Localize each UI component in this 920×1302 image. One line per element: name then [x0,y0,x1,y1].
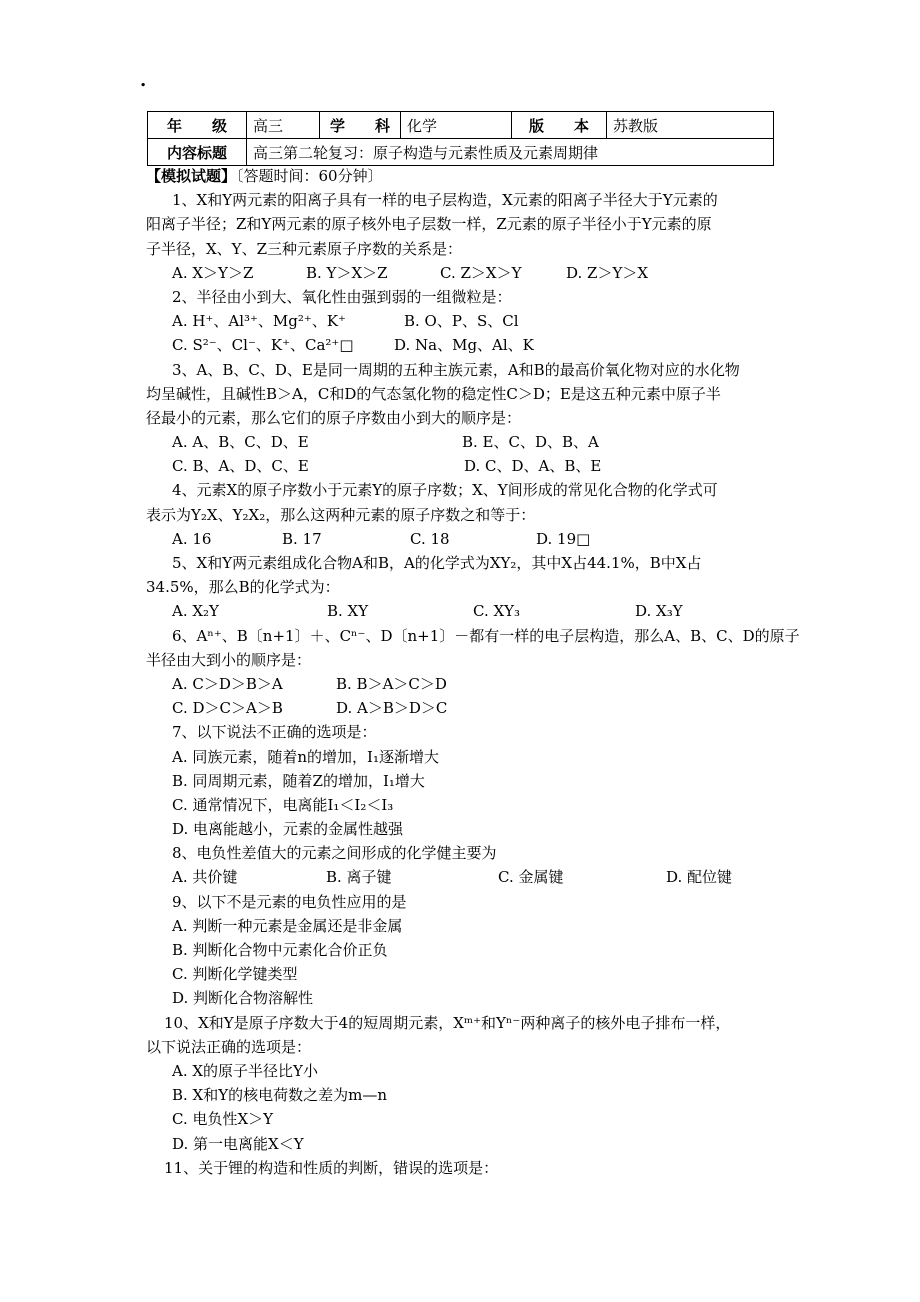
grade-label: 年 级 [148,112,247,139]
subject-label: 学 科 [320,112,401,139]
q8-option-d: D. 配位键 [666,868,733,887]
q7-option-b: B. 同周期元素，随着Z的增加，I₁增大 [172,771,425,790]
q6-line-2: 半径由大到小的顺序是： [146,650,312,669]
q3-option-a: A. A、B、C、D、E [172,433,309,452]
q4-option-d: D. 19□ [536,529,591,548]
info-row-1 [148,112,774,139]
q3-line-1: 3、A、B、C、D、E是同一周期的五种主族元素，A和B的最高价氧化物对应的水化物 [172,360,740,379]
q1-option-c: C. Z＞X＞Y [440,263,522,282]
q5-line-1: 5、X和Y两元素组成化合物A和B，A的化学式为XY₂，其中X占44.1%，B中X占 [172,554,702,572]
section-time: 〔答题时间：60分钟〕 [236,167,383,185]
info-table [147,111,774,166]
info-row-2 [148,139,774,166]
q4-option-b: B. 17 [282,529,322,548]
title-label: 内容标题 [148,139,247,166]
q7-stem: 7、以下说法不正确的选项是： [172,723,377,742]
edition-value: 苏教版 [607,112,774,139]
q10-option-a: A. X的原子半径比Y小 [172,1061,318,1080]
q5-option-d: D. X₃Y [635,602,683,621]
q1-line-1: 1、X和Y两元素的阳离子具有一样的电子层构造，X元素的阳离子半径大于Y元素的 [172,191,718,210]
q10-option-c: C. 电负性X＞Y [172,1110,274,1129]
q9-option-d: D. 判断化合物溶解性 [172,989,314,1008]
q5-option-c: C. XY₃ [473,602,521,621]
title-value: 高三第二轮复习：原子构造与元素性质及元素周期律 [247,139,774,166]
q7-option-c: C. 通常情况下，电离能I₁＜I₂＜I₃ [172,795,394,814]
q8-options [146,865,776,889]
q10-option-d: D. 第一电离能X＜Y [172,1134,304,1153]
q5-option-b: B. XY [327,602,369,621]
q7-option-d: D. 电离能越小，元素的金属性越强 [172,820,404,839]
q2-option-b: B. O、P、S、Cl [404,312,519,331]
q8-option-c: C. 金属键 [498,868,564,887]
q6-line-1: 6、Aⁿ⁺、B〔n+1〕＋、Cⁿ⁻、D〔n+1〕－都有一样的电子层构造，那么A、B、C、D的原子 [172,626,800,645]
q5-options [146,599,776,623]
q6-options-row-2 [146,696,776,720]
q3-option-b: B. E、C、D、B、A [462,433,599,452]
q1-option-d: D. Z＞Y＞X [566,263,649,282]
q11-stem: 11、关于锂的构造和性质的判断，错误的选项是： [164,1158,499,1177]
q10-line-2: 以下说法正确的选项是： [146,1037,312,1056]
q2-stem: 2、半径由小到大、氧化性由强到弱的一组微粒是： [172,287,512,306]
q10-option-b: B. X和Y的核电荷数之差为m—n [172,1086,388,1105]
q6-option-a: A. C＞D＞B＞A [172,674,283,693]
page-dot: . [140,70,147,91]
grade-value: 高三 [247,112,320,139]
q3-line-3: 径最小的元素，那么它们的原子序数由小到大的顺序是： [146,408,522,427]
q2-options-row-1 [146,309,776,333]
q3-option-d: D. C、D、A、B、E [464,457,602,476]
q1-option-a: A. X＞Y＞Z [172,263,254,282]
q8-stem: 8、电负性差值大的元素之间形成的化学健主要为 [172,844,497,863]
q2-option-d: D. Na、Mg、Al、K [394,336,534,355]
q3-option-c: C. B、A、D、C、E [172,457,309,476]
q8-option-a: A. 共价键 [172,868,238,887]
q4-option-c: C. 18 [410,529,450,548]
q5-option-a: A. X₂Y [172,602,219,621]
q4-options [146,527,776,551]
q9-option-b: B. 判断化合物中元素化合价正负 [172,941,388,959]
q1-line-3: 子半径，X、Y、Z三种元素原子序数的关系是： [146,239,463,258]
q1-option-b: B. Y＞X＞Z [306,263,388,282]
q8-option-b: B. 离子键 [326,868,392,887]
section-heading [146,164,776,188]
q9-option-a: A. 判断一种元素是金属还是非金属 [172,916,403,935]
q5-line-2: 34.5%，那么B的化学式为： [146,578,340,597]
q4-option-a: A. 16 [172,529,212,548]
q6-options-row-1 [146,672,776,696]
q2-option-c: C. S²⁻、Cl⁻、K⁺、Ca²⁺□ [172,336,354,355]
q2-option-a: A. H⁺、Al³⁺、Mg²⁺、K⁺ [172,312,346,331]
q3-options-row-2 [146,454,776,478]
subject-value: 化学 [401,112,512,139]
q6-option-d: D. A＞B＞D＞C [336,699,448,718]
q2-options-row-2 [146,333,776,357]
q6-option-c: C. D＞C＞A＞B [172,699,283,718]
q3-options-row-1 [146,430,776,454]
edition-label: 版 本 [512,112,607,139]
q9-stem: 9、以下不是元素的电负性应用的是 [172,892,407,911]
q3-line-2: 均呈碱性，且碱性B＞A，C和D的气态氢化物的稳定性C＞D；E是这五种元素中原子半 [146,384,721,403]
question-list [146,164,800,1180]
q4-line-1: 4、元素X的原子序数小于元素Y的原子序数；X、Y间形成的常见化合物的化学式可 [172,481,718,500]
section-title: 【模拟试题】 [146,167,237,185]
q1-line-2: 阳离子半径；Z和Y两元素的原子核外电子层数一样，Z元素的原子半径小于Y元素的原 [146,215,712,234]
q4-line-2: 表示为Y₂X、Y₂X₂，那么这两种元素的原子序数之和等于： [146,505,536,524]
q7-option-a: A. 同族元素，随着n的增加，I₁逐渐增大 [172,747,439,766]
q10-line-1: 10、X和Y是原子序数大于4的短周期元素，Xᵐ⁺和Yⁿ⁻两种离子的核外电子排布一样， [164,1013,731,1032]
q6-option-b: B. B＞A＞C＞D [336,674,447,693]
q9-option-c: C. 判断化学键类型 [172,965,298,984]
q1-options [146,261,776,285]
